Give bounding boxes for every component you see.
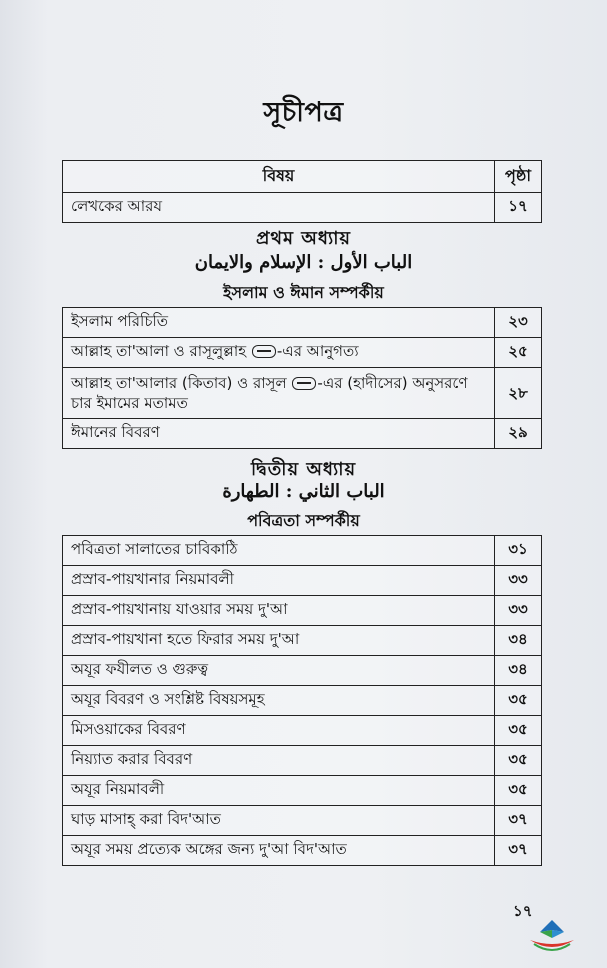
toc-header-table	[62, 160, 542, 223]
toc-topic: প্রস্রাব-পায়খানায় যাওয়ার সময় দু'আ	[63, 596, 495, 626]
toc-page: ৩৫	[495, 776, 542, 806]
table-row	[63, 626, 542, 656]
publisher-logo-icon	[524, 918, 580, 954]
bleed-through-text	[30, 58, 575, 68]
toc-topic	[63, 338, 495, 368]
chapter2-arabic-heading: الباب الثاني : الطهارة	[222, 481, 385, 502]
table-row	[63, 806, 542, 836]
toc-topic-part: আল্লাহ তা'আলার (কিতাব) ও রাসূল	[71, 374, 287, 392]
toc-page: ৩৫	[495, 716, 542, 746]
toc-topic: অযূর নিয়মাবলী	[63, 776, 495, 806]
toc-page: ৩৭	[495, 836, 542, 866]
column-header-page: পৃষ্ঠা	[495, 161, 542, 193]
table-row	[63, 419, 542, 449]
table-row	[63, 368, 542, 419]
table-row	[63, 566, 542, 596]
page-title: সূচীপত্র	[263, 97, 344, 128]
toc-topic: নিয়্যাত করার বিবরণ	[63, 746, 495, 776]
table-row	[63, 308, 542, 338]
toc-page: ২৫	[495, 338, 542, 368]
toc-topic: অযূর সময় প্রত্যেক অঙ্গের জন্য দু'আ বিদ'আত	[63, 836, 495, 866]
chapter1-subheading: ইসলাম ও ঈমান সম্পর্কীয়	[223, 283, 384, 302]
chapter2-table	[62, 535, 542, 866]
toc-page: ১৭	[495, 193, 542, 223]
toc-page: ৩১	[495, 536, 542, 566]
table-row	[63, 686, 542, 716]
table-row	[63, 338, 542, 368]
toc-topic: লেখকের আরয	[63, 193, 495, 223]
toc-page: ৩৭	[495, 806, 542, 836]
chapter1-arabic-heading: الباب الأول : الإسلام والايمان	[194, 252, 413, 273]
toc-topic: ইসলাম পরিচিতি	[63, 308, 495, 338]
column-header-topic: বিষয়	[63, 161, 495, 193]
table-row	[63, 536, 542, 566]
toc-page: ৩৪	[495, 626, 542, 656]
toc-topic: ঈমানের বিবরণ	[63, 419, 495, 449]
toc-topic	[63, 368, 495, 419]
toc-topic: মিসওয়াকের বিবরণ	[63, 716, 495, 746]
salawat-symbol-icon	[292, 377, 316, 390]
toc-page: ৩৩	[495, 596, 542, 626]
table-row	[63, 716, 542, 746]
chapter2-heading: দ্বিতীয় অধ্যায়	[250, 459, 357, 480]
toc-page: ২৮	[495, 368, 542, 419]
toc-topic-part: -এর আনুগত্য	[276, 342, 359, 360]
table-row	[63, 193, 542, 223]
toc-topic: অযূর বিবরণ ও সংশ্লিষ্ট বিষয়সমূহ	[63, 686, 495, 716]
toc-topic: প্রস্রাব-পায়খানার নিয়মাবলী	[63, 566, 495, 596]
toc-topic: অযূর ফযীলত ও গুরুত্ব	[63, 656, 495, 686]
chapter1-heading: প্রথম অধ্যায়	[255, 228, 352, 249]
page-number: ১৭	[513, 902, 533, 920]
table-row	[63, 836, 542, 866]
toc-page: ৩৫	[495, 686, 542, 716]
toc-topic-part: আল্লাহ তা'আলা ও রাসূলুল্লাহ	[71, 342, 247, 360]
toc-topic-part: চার ইমামের মতামত	[71, 394, 188, 412]
toc-page: ৩৪	[495, 656, 542, 686]
salawat-symbol-icon	[252, 345, 276, 358]
toc-topic: প্রস্রাব-পায়খানা হতে ফিরার সময় দু'আ	[63, 626, 495, 656]
table-row	[63, 596, 542, 626]
toc-topic: পবিত্রতা সালাতের চাবিকাঠি	[63, 536, 495, 566]
chapter2-subheading: পবিত্রতা সম্পর্কীয়	[247, 511, 360, 530]
toc-topic: ঘাড় মাসাহ্ করা বিদ'আত	[63, 806, 495, 836]
toc-page: ২৩	[495, 308, 542, 338]
table-row	[63, 746, 542, 776]
table-row	[63, 656, 542, 686]
chapter1-table	[62, 307, 542, 449]
toc-page: ৩৫	[495, 746, 542, 776]
toc-topic-part: -এর (হাদীসের) অনুসরণে	[317, 374, 468, 392]
toc-page: ২৯	[495, 419, 542, 449]
table-row	[63, 776, 542, 806]
toc-page: ৩৩	[495, 566, 542, 596]
